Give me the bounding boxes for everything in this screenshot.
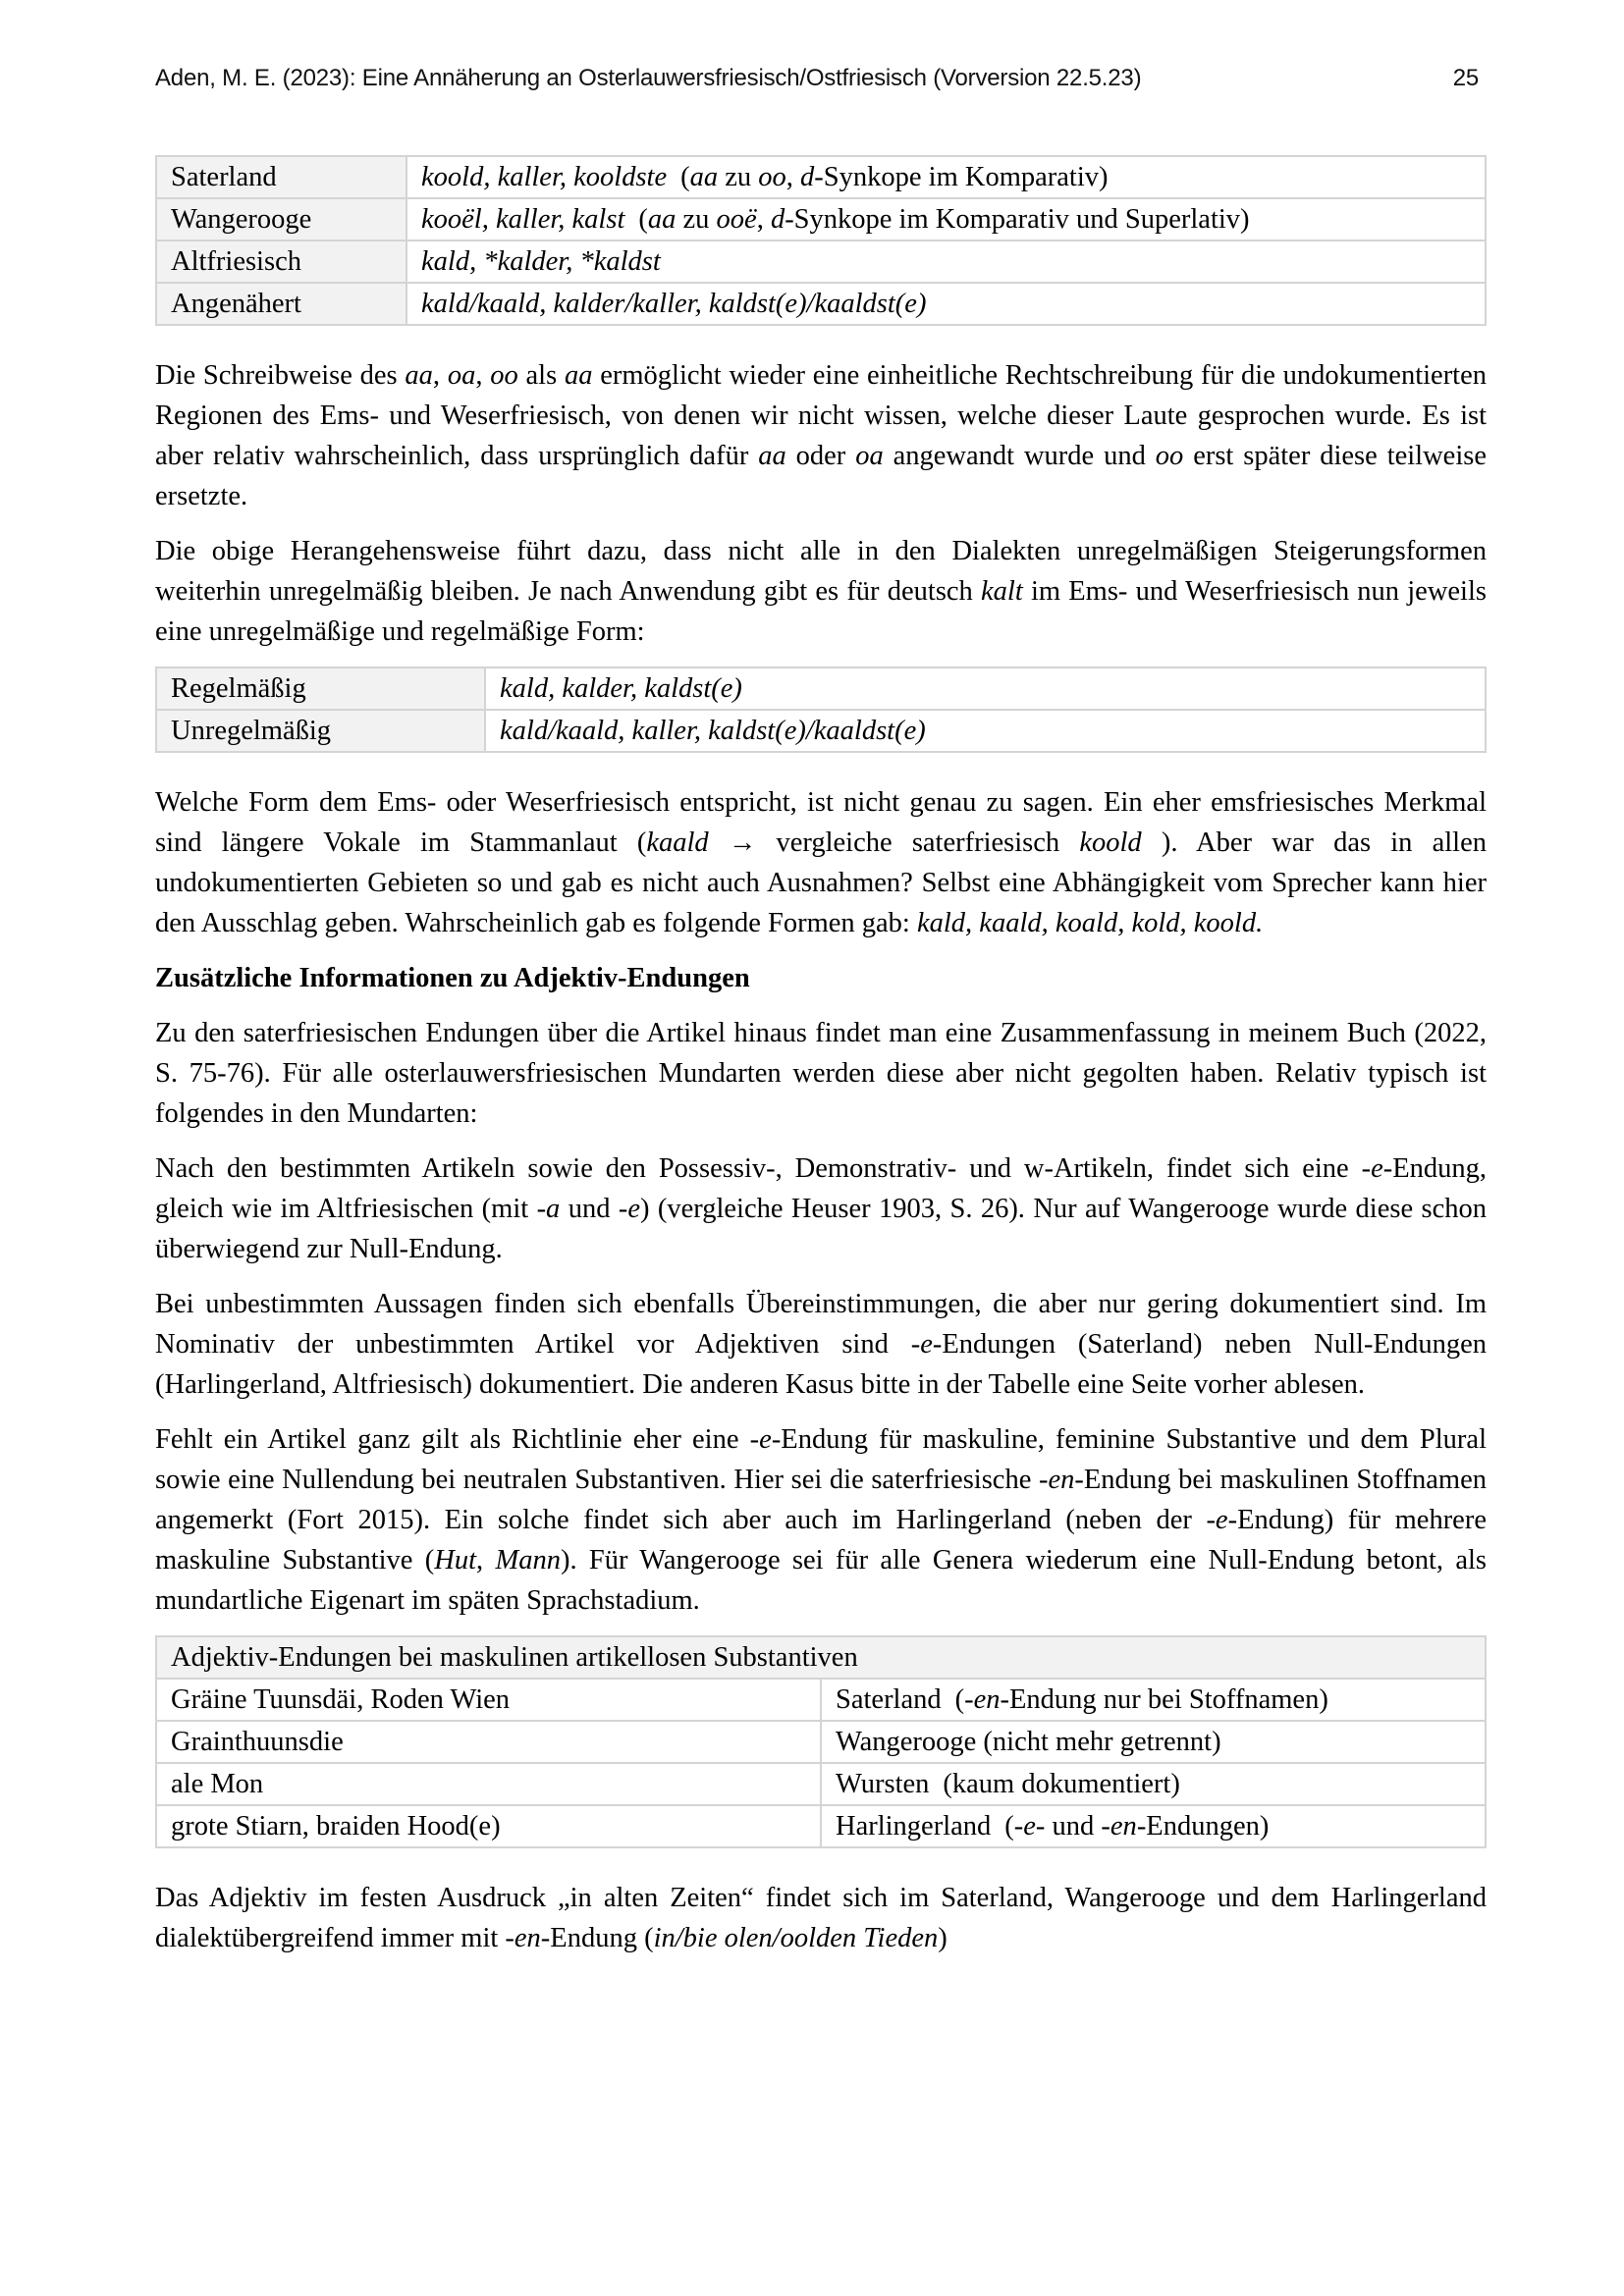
running-header — [155, 65, 1487, 92]
row-forms: kald/kaald, kaller, kaldst(e)/kaaldst(e) — [485, 710, 1486, 752]
paragraph-spelling: Die Schreibweise des aa, oa, oo als aa ermöglicht wieder eine einheitliche Rechtschreibung für die undokumentierten Regionen des Ems- und Weserfriesisch, von denen wir nicht wissen, welche dieser Laute gesprochen wurde. Es ist aber relativ wahrscheinlich, dass ursprünglich dafür aa oder oa angewandt wurde und oo erst später diese teilweise ersetzte. — [155, 360, 1488, 511]
row-label: Regelmäßig — [156, 667, 485, 710]
row-forms: kald, *kalder, *kaldst — [406, 240, 1486, 283]
region-cell: Wangerooge (nicht mehr getrennt) — [821, 1721, 1486, 1763]
paragraph-summary: Zu den saterfriesischen Endungen über die Artikel hinaus findet man eine Zusammenfassung in meinem Buch (2022, S. 75-76). Für alle osterlauwersfriesischen Mundarten werden diese aber nicht gegolten haben. Relativ typisch ist folgendes in den Mundarten: — [155, 1018, 1487, 1129]
row-forms: kald, kalder, kaldst(e) — [485, 667, 1486, 710]
table-row — [156, 1763, 1486, 1805]
paragraph-indefinite: Bei unbestimmten Aussagen finden sich ebenfalls Übereinstimmungen, die aber nur gering dokumentiert sind. Im Nominativ der unbestimmten Artikel vor Adjektiven sind -e-Endungen (Saterland) neben Null-Endungen (Harlingerland, Altfriesisch) dokumentiert. Die anderen Kasus bitte in der Tabelle eine Seite vorher ablesen. — [155, 1289, 1487, 1400]
example-cell: Grainthuunsdie — [156, 1721, 821, 1763]
table-row — [156, 1721, 1486, 1763]
table-row — [156, 710, 1486, 752]
table-header-row — [156, 1636, 1486, 1679]
paragraph-definite-articles: Nach den bestimmten Artikeln sowie den Possessiv-, Demonstrativ- und w-Artikeln, findet sich eine -e-Endung, gleich wie im Altfriesischen (mit -a und -e) (vergleiche Heuser 1903, S. 26). Nur auf Wangerooge wurde diese schon überwiegend zur Null-Endung. — [155, 1153, 1487, 1264]
region-cell: Harlingerland (-e- und -en-Endungen) — [821, 1805, 1486, 1847]
row-label: Unregelmäßig — [156, 710, 485, 752]
header-citation: Aden, M. E. (2023): Eine Annäherung an Osterlauwersfriesisch/Ostfriesisch (Vorversion 22.5.23) — [155, 65, 1142, 91]
region-cell: Saterland (-en-Endung nur bei Stoffnamen) — [821, 1679, 1486, 1721]
table-row — [156, 1805, 1486, 1847]
row-forms: kooël, kaller, kalst (aa zu ooë, d-Synkope im Komparativ und Superlativ) — [406, 198, 1486, 240]
paragraph-approach: Die obige Herangehensweise führt dazu, dass nicht alle in den Dialekten unregelmäßigen Steigerungsformen weiterhin unregelmäßig bleiben. Je nach Anwendung gibt es für deutsch kalt im Ems- und Weserfriesisch nun jeweils eine unregelmäßige und regelmäßige Form: — [155, 536, 1487, 647]
page-number: 25 — [1452, 65, 1479, 91]
row-forms: kald/kaald, kalder/kaller, kaldst(e)/kaaldst(e) — [406, 283, 1486, 325]
table-row — [156, 283, 1486, 325]
row-label: Altfriesisch — [156, 240, 406, 283]
table-row — [156, 667, 1486, 710]
table-row — [156, 156, 1486, 198]
table-row — [156, 1679, 1486, 1721]
table-title: Adjektiv-Endungen bei maskulinen artikellosen Substantiven — [156, 1636, 1486, 1679]
paragraph-which-form: Welche Form dem Ems- oder Weserfriesisch entspricht, ist nicht genau zu sagen. Ein eher emsfriesisches Merkmal sind längere Vokale im Stammanlaut (kaald → vergleiche saterfriesisch koold ). Aber war das in allen undokumentierten Gebieten so und gab es nicht auch Ausnahmen? Selbst eine Abhängigkeit vom Sprecher kann hier den Ausschlag geben. Wahrscheinlich gab es folgende Formen gab: kald, kaald, koald, kold, koold. — [155, 787, 1487, 938]
table-row — [156, 240, 1486, 283]
table-regularity — [155, 667, 1487, 753]
example-cell: grote Stiarn, braiden Hood(e) — [156, 1805, 821, 1847]
table-adjective-endings — [155, 1635, 1487, 1848]
row-forms: koold, kaller, kooldste (aa zu oo, d-Synkope im Komparativ) — [406, 156, 1486, 198]
page-content — [155, 155, 1487, 1973]
paragraph-no-article: Fehlt ein Artikel ganz gilt als Richtlinie eher eine -e-Endung für maskuline, feminine Substantive und dem Plural sowie eine Nullendung bei neutralen Substantiven. Hier sei die saterfriesische -en-Endung bei maskulinen Stoffnamen angemerkt (Fort 2015). Ein solche findet sich aber auch im Harlingerland (neben der -e-Endung) für mehrere maskuline Substantive (Hut, Mann). Für Wangerooge sei für alle Genera wiederum eine Null-Endung betont, als mundartliche Eigenart im späten Sprachstadium. — [155, 1424, 1488, 1616]
paragraph-fixed-expression: Das Adjektiv im festen Ausdruck „in alten Zeiten“ findet sich im Saterland, Wangerooge und dem Harlingerland dialektübergreifend immer mit -en-Endung (in/bie olen/oolden Tieden) — [155, 1883, 1487, 1953]
row-label: Wangerooge — [156, 198, 406, 240]
example-cell: ale Mon — [156, 1763, 821, 1805]
row-label: Saterland — [156, 156, 406, 198]
region-cell: Wursten (kaum dokumentiert) — [821, 1763, 1486, 1805]
example-cell: Gräine Tuunsdäi, Roden Wien — [156, 1679, 821, 1721]
table-kalt-dialects — [155, 155, 1487, 326]
section-heading: Zusätzliche Informationen zu Adjektiv-Endungen — [155, 963, 750, 993]
row-label: Angenähert — [156, 283, 406, 325]
table-row — [156, 198, 1486, 240]
